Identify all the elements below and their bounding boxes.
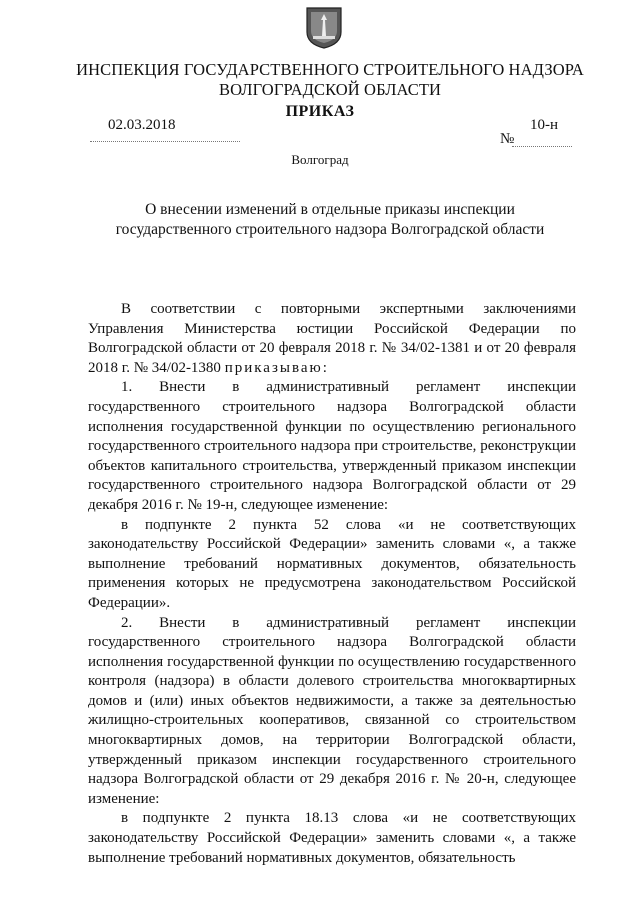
item-1-subclause: в подпункте 2 пункта 52 слова «и не соответствующих законодательству Российской Федерации» заменить словами «, а также выполнение требований нормативных документов, обязательность применения которых не предусмотрена законодательством Российской Федерации».	[88, 516, 576, 611]
agency-name-line1: ИНСПЕКЦИЯ ГОСУДАРСТВЕННОГО СТРОИТЕЛЬНОГО НАДЗОРА	[76, 60, 584, 79]
order-subject	[80, 200, 580, 240]
item-2-subclause: в подпункте 2 пункта 18.13 слова «и не соответствующих законодательству Российской Федерации» заменить словами «, а также выполнение требований нормативных документов, обязательность	[88, 810, 576, 866]
number-underline	[512, 146, 572, 147]
item-1: 1. Внести в административный регламент инспекции государственного строительного надзора Волгоградской области исполнения государственной функции по осуществлению регионального государственного строительного надзора при строительстве, реконструкции объектов капитального строительства, утвержденный приказом инспекции государственного строительного надзора Волгоградской области от 29 декабря 2016 г. № 19-н, следующее изменение:	[88, 379, 576, 513]
coat-of-arms-icon	[305, 6, 343, 50]
order-body	[88, 300, 576, 868]
subject-line1: О внесении изменений в отдельные приказы инспекции	[145, 201, 515, 218]
city: Волгоград	[291, 152, 349, 167]
subject-line2: государственного строительного надзора Волгоградской области	[115, 221, 545, 238]
order-number: 10-н	[530, 117, 559, 133]
agency-name-line2: ВОЛГОГРАДСКОЙ ОБЛАСТИ	[218, 80, 442, 99]
date-underline	[90, 141, 240, 142]
item-2: 2. Внести в административный регламент инспекции государственного строительного надзора Волгоградской области исполнения государственной функции по осуществлению государственного контроля (надзора) в области долевого строительства многоквартирных домов и (или) иных объектов недвижимости, а также за деятельностью жилищно-строительных кооперативов, связанной со строительством многоквартирных домов, на территории Волгоградской области, утвержденный приказом инспекции государственного строительного надзора Волгоградской области от 29 декабря 2016 г. № 20-н, следующее изменение:	[88, 614, 576, 807]
order-date: 02.03.2018	[108, 117, 176, 133]
order-word: приказываю:	[224, 359, 329, 376]
number-sign: №	[500, 131, 515, 147]
document-title: ПРИКАЗ	[285, 103, 355, 120]
preamble-text: В соответствии с повторными экспертными заключениями Управления Министерства юстиции Российской Федерации по Волгоградской области от 20 февраля 2018 г. № 34/02-1381 и от 20 февраля 2018 г. № 34/02-1380	[88, 301, 576, 376]
preamble-paragraph	[88, 300, 576, 378]
